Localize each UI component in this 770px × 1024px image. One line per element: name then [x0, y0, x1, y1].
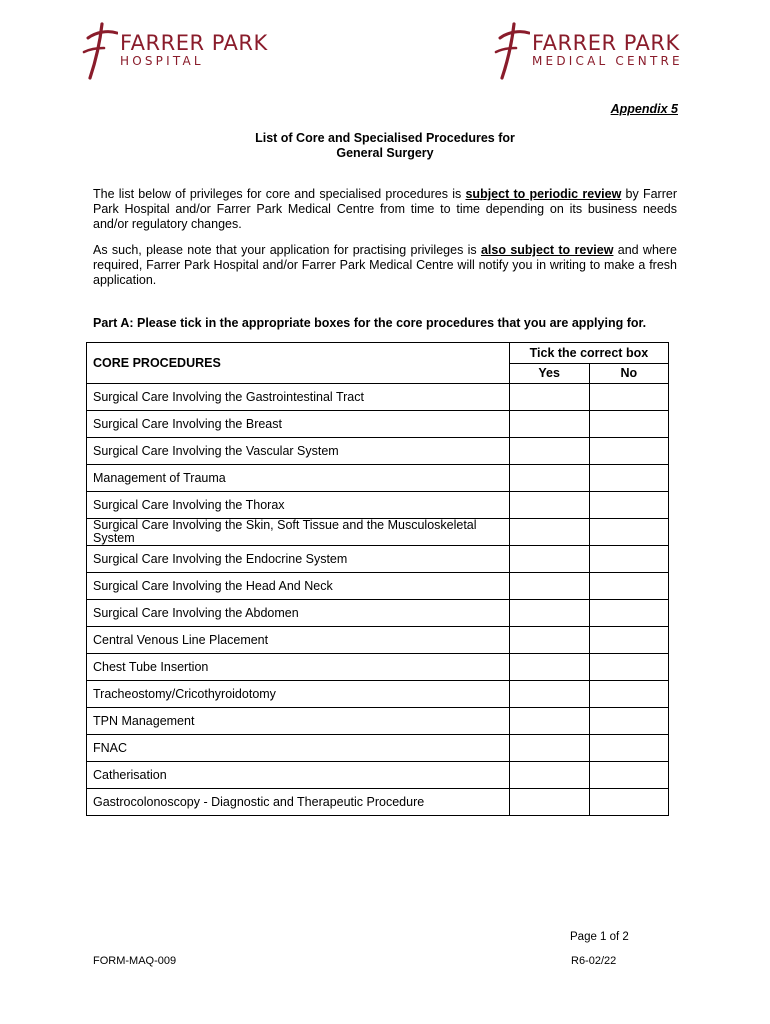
tick-box-yes[interactable] — [509, 438, 589, 465]
logo-sub-text: MEDICAL CENTRE — [532, 54, 683, 68]
tick-box-no[interactable] — [589, 411, 668, 438]
tick-box-no[interactable] — [589, 384, 668, 411]
procedure-row — [87, 654, 669, 681]
title-line-1: List of Core and Specialised Procedures for — [255, 131, 515, 145]
procedure-row — [87, 573, 669, 600]
procedure-row — [87, 789, 669, 816]
header-no: No — [589, 363, 668, 384]
title-line-2: General Surgery — [336, 146, 434, 160]
tick-box-yes[interactable] — [509, 735, 589, 762]
procedure-label: Chest Tube Insertion — [87, 654, 510, 681]
tick-box-yes[interactable] — [509, 762, 589, 789]
hospital-logo — [82, 22, 268, 80]
procedure-label: Surgical Care Involving the Breast — [87, 411, 510, 438]
tick-box-yes[interactable] — [509, 627, 589, 654]
para1-emphasis: subject to periodic review — [465, 187, 622, 201]
procedure-label: Surgical Care Involving the Endocrine System — [87, 546, 510, 573]
tick-box-no[interactable] — [589, 681, 668, 708]
procedure-label: Surgical Care Involving the Gastrointestinal Tract — [87, 384, 510, 411]
tick-box-no[interactable] — [589, 789, 668, 816]
tick-box-yes[interactable] — [509, 492, 589, 519]
header-yes: Yes — [509, 363, 589, 384]
tick-box-no[interactable] — [589, 465, 668, 492]
tick-box-no[interactable] — [589, 492, 668, 519]
para1-after: by Farrer Park Hospital and/or Farrer Park Medical Centre from time to time depending on its business needs and/or regulatory changes. — [93, 187, 677, 231]
procedure-label: Surgical Care Involving the Head And Neck — [87, 573, 510, 600]
tick-box-yes[interactable] — [509, 411, 589, 438]
page-number: Page 1 of 2 — [570, 931, 629, 943]
para2-after: and where required, Farrer Park Hospital and/or Farrer Park Medical Centre will notify you in writing to make a fresh application. — [93, 243, 677, 287]
procedure-row — [87, 681, 669, 708]
tick-box-no[interactable] — [589, 600, 668, 627]
procedure-row — [87, 627, 669, 654]
tick-box-yes[interactable] — [509, 384, 589, 411]
revision-code: R6-02/22 — [571, 955, 617, 967]
procedure-row — [87, 546, 669, 573]
procedure-row — [87, 762, 669, 789]
tick-box-no[interactable] — [589, 735, 668, 762]
procedure-row — [87, 411, 669, 438]
form-code: FORM-MAQ-009 — [93, 955, 177, 967]
medical-centre-logo — [494, 22, 683, 80]
header-tick-correct-box: Tick the correct box — [509, 343, 668, 364]
logo-main-text: FARRER PARK — [120, 31, 268, 55]
procedure-label: FNAC — [87, 735, 510, 762]
procedure-row — [87, 384, 669, 411]
procedure-row — [87, 492, 669, 519]
tick-box-no[interactable] — [589, 546, 668, 573]
procedure-row — [87, 465, 669, 492]
tick-box-yes[interactable] — [509, 681, 589, 708]
document-title — [0, 131, 770, 161]
procedure-label: Tracheostomy/Cricothyroidotomy — [87, 681, 510, 708]
procedure-label: Management of Trauma — [87, 465, 510, 492]
farrer-park-f-mark-icon — [494, 22, 530, 80]
procedure-label: Surgical Care Involving the Skin, Soft Tissue and the Musculoskeletal System — [87, 519, 510, 546]
tick-box-yes[interactable] — [509, 573, 589, 600]
para2-emphasis: also subject to review — [480, 243, 614, 257]
header-core-procedures: CORE PROCEDURES — [87, 343, 510, 384]
procedure-row — [87, 708, 669, 735]
tick-box-no[interactable] — [589, 438, 668, 465]
appendix-label: Appendix 5 — [610, 102, 678, 116]
procedure-label: Surgical Care Involving the Thorax — [87, 492, 510, 519]
procedure-label: Surgical Care Involving the Vascular System — [87, 438, 510, 465]
procedure-label: Central Venous Line Placement — [87, 627, 510, 654]
tick-box-yes[interactable] — [509, 654, 589, 681]
tick-box-no[interactable] — [589, 573, 668, 600]
procedure-row — [87, 600, 669, 627]
farrer-park-f-mark-icon — [82, 22, 118, 80]
tick-box-no[interactable] — [589, 762, 668, 789]
tick-box-yes[interactable] — [509, 708, 589, 735]
logo-sub-text: HOSPITAL — [120, 54, 204, 68]
notice-paragraph — [93, 243, 677, 288]
para1-before: The list below of privileges for core and specialised procedures is — [93, 187, 466, 201]
tick-box-yes[interactable] — [509, 546, 589, 573]
para2-before: As such, please note that your application for practising privileges is — [93, 243, 481, 257]
tick-box-yes[interactable] — [509, 789, 589, 816]
tick-box-no[interactable] — [589, 627, 668, 654]
core-procedures-table — [86, 342, 669, 816]
procedure-label: TPN Management — [87, 708, 510, 735]
tick-box-no[interactable] — [589, 519, 668, 546]
intro-paragraph — [93, 187, 677, 232]
procedure-row — [87, 735, 669, 762]
tick-box-yes[interactable] — [509, 519, 589, 546]
procedure-label: Surgical Care Involving the Abdomen — [87, 600, 510, 627]
logo-main-text: FARRER PARK — [532, 31, 680, 55]
procedure-row — [87, 519, 669, 546]
tick-box-no[interactable] — [589, 654, 668, 681]
part-a-instruction: Part A: Please tick in the appropriate boxes for the core procedures that you are applying for. — [93, 316, 647, 330]
tick-box-yes[interactable] — [509, 465, 589, 492]
procedure-label: Catherisation — [87, 762, 510, 789]
procedures-body — [87, 384, 669, 816]
tick-box-yes[interactable] — [509, 600, 589, 627]
procedure-row — [87, 438, 669, 465]
procedure-label: Gastrocolonoscopy - Diagnostic and Therapeutic Procedure — [87, 789, 510, 816]
tick-box-no[interactable] — [589, 708, 668, 735]
